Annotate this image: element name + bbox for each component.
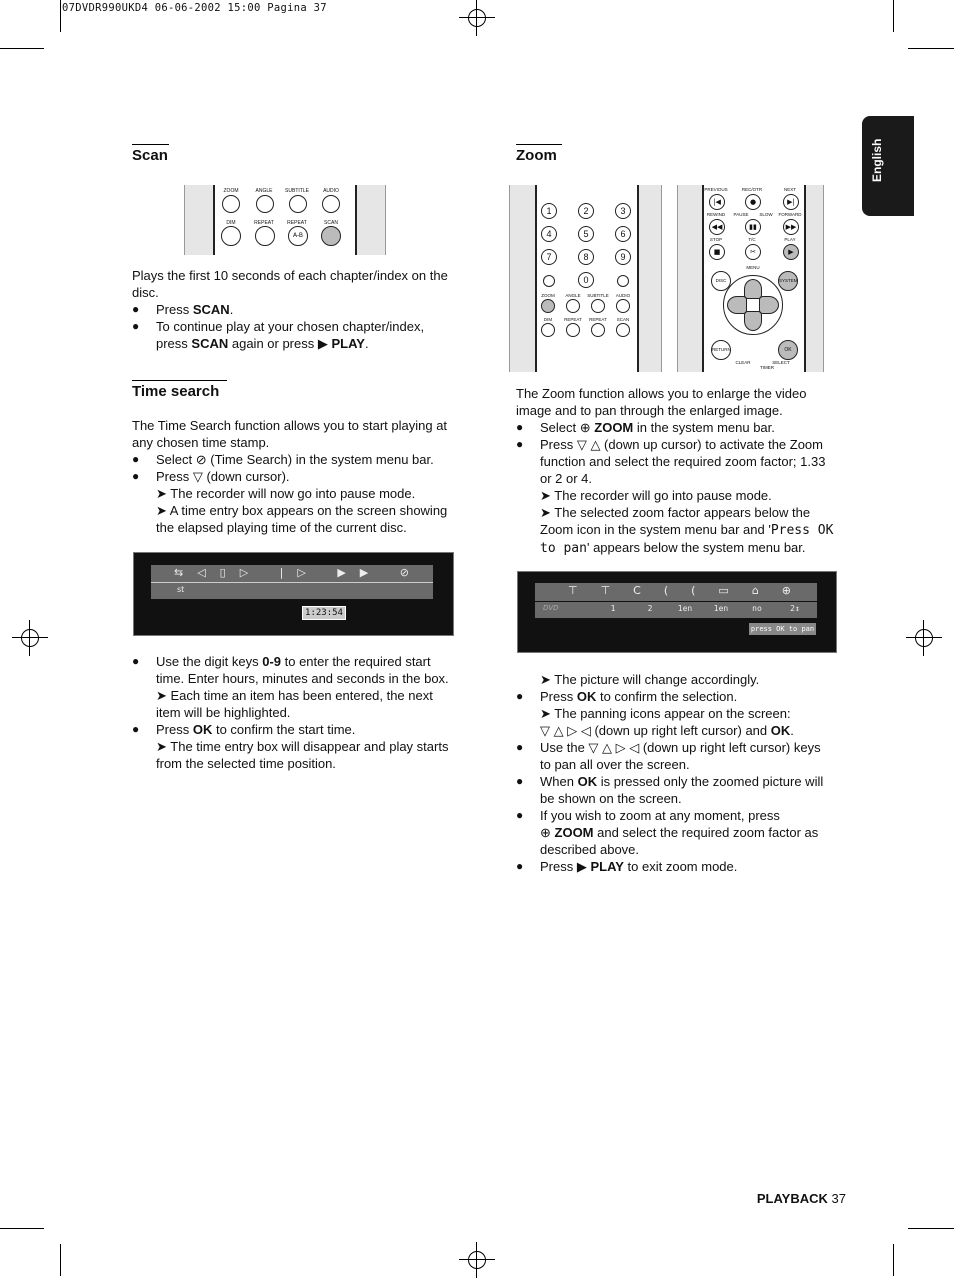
- zoom-step-2-result: ➤ The recorder will go into pause mode.: [540, 488, 772, 503]
- digit-key: 7: [541, 249, 557, 265]
- cursor-right-key: [759, 296, 779, 314]
- confirm-result: from the selected time position.: [156, 756, 336, 771]
- scan-body: [132, 267, 462, 352]
- remote-label-repeat: REPEAT: [254, 220, 274, 226]
- remote-key: ◀◀: [709, 219, 725, 235]
- remote-key-label: REPEAT: [564, 317, 582, 322]
- print-header: 07DVDR990UKD4 06-06-2002 15:00 Pagina 37: [62, 2, 327, 14]
- zoom-step-2-result: Zoom icon in the system menu bar and 'Press OK: [540, 522, 834, 538]
- registration-mark-bottom: [459, 1242, 495, 1278]
- osd-setting-value: 2↕: [790, 604, 800, 613]
- remote-key-label: PLAY: [784, 237, 796, 242]
- remote-key: [541, 299, 555, 313]
- registration-mark-top: [459, 0, 495, 36]
- digit-entry-result: item will be highlighted.: [156, 705, 291, 720]
- zoom-result: ➤ The picture will change accordingly.: [540, 672, 760, 687]
- remote-key-label: AUDIO: [615, 293, 631, 298]
- add-key: [617, 275, 629, 287]
- return-key: RETURN: [711, 340, 731, 360]
- zoom-ok-result: ➤ The panning icons appear on the screen:: [540, 706, 791, 721]
- remote-key: ✂: [745, 244, 761, 260]
- repeat-ab-remote-button: [288, 226, 308, 246]
- remote-key: [616, 323, 630, 337]
- angle-remote-button: [256, 195, 274, 213]
- cursor-left-key: [727, 296, 747, 314]
- zoom-anytime-step: ● If you wish to zoom at any moment, press: [516, 808, 780, 823]
- remote-key: ■: [709, 244, 725, 260]
- time-search-body: [132, 417, 462, 536]
- ok-key: [543, 275, 555, 287]
- navpad: [678, 185, 823, 372]
- scan-remote-button: [321, 226, 341, 246]
- zoom-intro: The Zoom function allows you to enlarge the video: [516, 386, 807, 401]
- crop-mark: [893, 1244, 894, 1276]
- remote-key-label: TIMER: [760, 365, 774, 370]
- zoom-step-2-result: ➤ The selected zoom factor appears below the: [540, 505, 811, 520]
- time-search-step-2: ● Press ▽ (down cursor).: [132, 469, 290, 484]
- zoom-icon: ⊕: [540, 825, 555, 840]
- page-number: 37: [831, 1191, 846, 1206]
- zoom-step-2-result: to pan' appears below the system menu bar.: [540, 540, 806, 556]
- time-search-intro: The Time Search function allows you to start playing at: [132, 418, 448, 433]
- zoom-ok-only-step: ● When OK is pressed only the zoomed picture will: [516, 774, 824, 789]
- digit-key: 2: [578, 203, 594, 219]
- zoom-step-1: ● Select ⊕ ZOOM in the system menu bar.: [516, 420, 775, 435]
- remote-key-label: REC/OTR: [741, 187, 763, 192]
- digit-key: 4: [541, 226, 557, 242]
- disc-key: DISC: [711, 271, 731, 291]
- remote-label-scan: SCAN: [324, 220, 338, 226]
- scan-heading: Scan: [132, 147, 168, 164]
- remote-key-label: SUBTITLE: [587, 293, 609, 298]
- remote-key-label: STOP: [709, 237, 723, 242]
- remote-key-label: REWIND: [706, 212, 726, 217]
- language-tab-label: English: [870, 138, 884, 182]
- crop-mark: [893, 0, 894, 32]
- remote-key: ▶|: [783, 194, 799, 210]
- keypad: [510, 185, 661, 372]
- digit-entry-step: ● Use the digit keys 0-9 to enter the required start: [132, 654, 431, 669]
- remote-key-label: NEXT: [783, 187, 796, 192]
- zoom-step-2: or 2 or 4.: [540, 471, 593, 486]
- scan-intro-line: Plays the first 10 seconds of each chapter/index on the: [132, 268, 448, 283]
- remote-key: ●: [745, 194, 761, 210]
- osd-setting-value: 1en: [713, 604, 729, 613]
- crop-mark: [60, 0, 61, 32]
- ok-key: OK: [778, 340, 798, 360]
- osd-setting-value: no: [752, 604, 762, 613]
- digit-key: 5: [578, 226, 594, 242]
- zoom-osd-screenshot: [517, 571, 837, 653]
- footer-section: PLAYBACK: [756, 1191, 828, 1206]
- zoom-ok-only-step: be shown on the screen.: [540, 791, 682, 806]
- zoom-steps-2: [516, 671, 850, 875]
- crop-mark: [60, 1244, 61, 1276]
- digit-key: 8: [578, 249, 594, 265]
- digit-entry-step: time. Enter hours, minutes and seconds in the box.: [156, 671, 449, 686]
- registration-mark-right: [906, 620, 942, 656]
- osd-values: [518, 604, 836, 616]
- scan-intro-line: disc.: [132, 285, 159, 300]
- remote-key: [616, 299, 630, 313]
- osd-status-row: [151, 583, 433, 599]
- press-ok-hint: [749, 623, 816, 635]
- digit-key: 6: [615, 226, 631, 242]
- remote-key: ▮▮: [745, 219, 761, 235]
- zoom-exit-step: ● Press ▶ PLAY to exit zoom mode.: [516, 859, 738, 874]
- zoom-body: [516, 385, 846, 557]
- cursor-down-key: [744, 311, 762, 331]
- remote-key-label: ZOOM: [541, 293, 555, 298]
- remote-key-label: T/C: [748, 237, 756, 242]
- time-search-result: the elapsed playing time of the current disc.: [156, 520, 407, 535]
- osd-st-label: st: [177, 585, 185, 594]
- remote-key-label: DIM: [543, 317, 553, 322]
- crop-mark: [0, 1228, 44, 1229]
- zoom-pan-step: ● Use the ▽ △ ▷ ◁ (down up right left cursor) keys: [516, 740, 821, 755]
- time-search-intro: any chosen time stamp.: [132, 435, 270, 450]
- remote-key-label: PAUSE: [733, 212, 749, 217]
- remote-key-label: SELECT: [772, 360, 790, 365]
- scan-step-1: ● Press SCAN.: [132, 302, 234, 317]
- time-search-step-1: ● Select ⊘ (Time Search) in the system menu bar.: [132, 452, 434, 467]
- scan-step-2: ● To continue play at your chosen chapter/index,: [132, 319, 425, 334]
- osd-setting-value: 1en: [677, 604, 693, 613]
- remote-key: |◀: [709, 194, 725, 210]
- scan-remote-image: [184, 185, 386, 255]
- zoom-heading: Zoom: [516, 147, 562, 164]
- press-ok-hint-text: press OK to pan: [750, 625, 815, 633]
- remote-label-angle: ANGLE: [255, 188, 273, 194]
- remote-key-label: REPEAT: [589, 317, 607, 322]
- confirm-result: ➤ The time entry box will disappear and play starts: [156, 739, 449, 754]
- crop-mark: [908, 1228, 954, 1229]
- remote-key: ▶: [783, 244, 799, 260]
- time-entry-value: 1:23:54: [305, 608, 343, 618]
- remote-key: [591, 299, 605, 313]
- remote-label-subtitle: SUBTITLE: [285, 188, 309, 194]
- zoom-pan-step: to pan all over the screen.: [540, 757, 690, 772]
- zoom-remote-keypad-image: [509, 185, 662, 372]
- remote-key-label: CLEAR: [735, 360, 751, 365]
- audio-remote-button: [322, 195, 340, 213]
- zoom-anytime-step: ⊕ ZOOM and select the required zoom factor as: [540, 825, 819, 840]
- remote-key: ▶▶: [783, 219, 799, 235]
- remote-key-label: PREVIOUS: [704, 187, 728, 192]
- zoom-step-2: ● Press ▽ △ (down up cursor) to activate the Zoom: [516, 437, 823, 452]
- zoom-intro: image and to pan through the enlarged image.: [516, 403, 783, 418]
- remote-key: [591, 323, 605, 337]
- remote-key-label: SLOW: [759, 212, 773, 217]
- page-footer: [757, 1191, 846, 1206]
- remote-key-label: ANGLE: [565, 293, 581, 298]
- scan-step-2-cont: press SCAN again or press ▶ PLAY.: [156, 336, 369, 351]
- remote-key-label: FORWARD: [778, 212, 802, 217]
- zoom-menu-icons: ⊤⊤C((▭⌂⊕: [568, 584, 815, 597]
- dvd-label: DVD: [543, 604, 559, 612]
- ab-label: A-B: [292, 232, 304, 239]
- remote-label-repeat-ab: REPEAT: [287, 220, 307, 226]
- remote-key-label: SCAN: [616, 317, 630, 322]
- system-key: SYSTEM: [778, 271, 798, 291]
- zoom-icon: ⊕: [579, 420, 595, 435]
- language-tab: [862, 116, 914, 216]
- remote-key: [566, 323, 580, 337]
- crop-mark: [0, 48, 44, 49]
- zoom-remote-button: [222, 195, 240, 213]
- zoom-anytime-step: described above.: [540, 842, 640, 857]
- digit-key: 0: [578, 272, 594, 288]
- digit-entry-result: ➤ Each time an item has been entered, the next: [156, 688, 433, 703]
- remote-label-zoom: ZOOM: [223, 188, 239, 194]
- remote-key-label: MENU: [746, 265, 760, 270]
- time-entry-box: [302, 606, 346, 620]
- digit-key: 9: [615, 249, 631, 265]
- time-search-heading: Time search: [132, 383, 227, 400]
- remote-label-audio: AUDIO: [323, 188, 339, 194]
- confirm-step: ● Press OK to confirm the start time.: [132, 722, 356, 737]
- crop-mark: [908, 48, 954, 49]
- time-search-steps-2: [132, 653, 466, 772]
- osd-setting-value: 2: [647, 604, 653, 613]
- menu-icons: ⇆◁▯▷ |▷ ▶▶ ⊘: [174, 566, 423, 579]
- zoom-ok-result: ▽ △ ▷ ◁ (down up right left cursor) and OK.: [540, 723, 794, 738]
- remote-label-dim: DIM: [226, 220, 236, 226]
- dim-remote-button: [221, 226, 241, 246]
- zoom-remote-navigation-image: [677, 185, 824, 372]
- subtitle-remote-button: [289, 195, 307, 213]
- digit-key: 3: [615, 203, 631, 219]
- digit-key: 1: [541, 203, 557, 219]
- repeat-remote-button: [255, 226, 275, 246]
- time-search-result: ➤ A time entry box appears on the screen showing: [156, 503, 448, 518]
- zoom-step-2: function and select the required zoom factor; 1.33: [540, 454, 826, 469]
- zoom-ok-step: ● Press OK to confirm the selection.: [516, 689, 738, 704]
- time-search-osd-screenshot: [133, 552, 454, 636]
- remote-key: [566, 299, 580, 313]
- osd-setting-value: 1: [610, 604, 616, 613]
- remote-key: [541, 323, 555, 337]
- time-search-result: ➤ The recorder will now go into pause mode.: [156, 486, 416, 501]
- registration-mark-left: [12, 620, 48, 656]
